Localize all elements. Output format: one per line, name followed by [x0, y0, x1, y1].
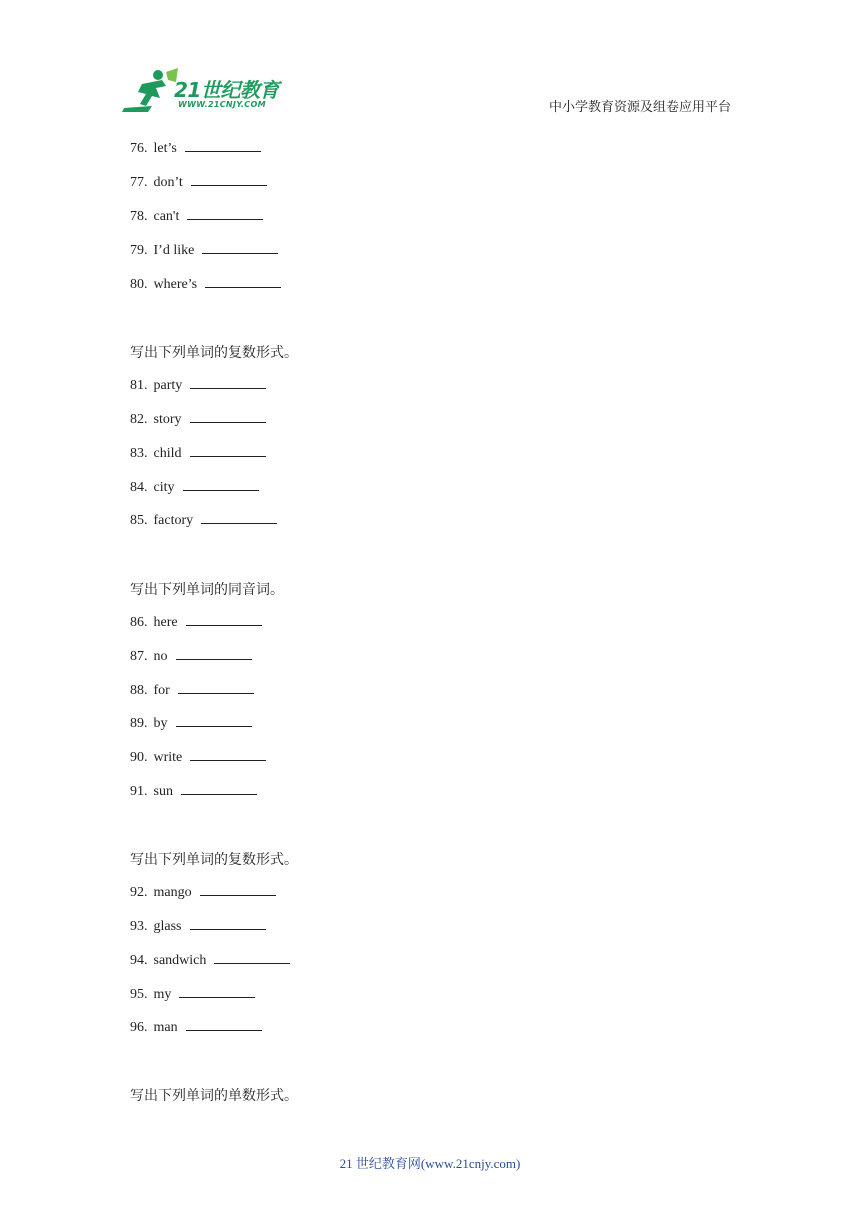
question-number: 76.	[130, 141, 148, 156]
question-item	[130, 139, 261, 157]
answer-blank[interactable]	[176, 647, 252, 660]
question-word: glass	[153, 919, 182, 934]
question-word: no	[153, 649, 168, 664]
answer-blank[interactable]	[178, 681, 254, 694]
question-item	[130, 275, 281, 293]
question-number: 96.	[130, 1020, 148, 1035]
answer-blank[interactable]	[181, 782, 257, 795]
question-item	[130, 985, 255, 1003]
question-item	[130, 951, 290, 969]
question-number: 77.	[130, 175, 148, 190]
question-number: 85.	[130, 513, 148, 528]
question-word: for	[153, 683, 170, 698]
answer-blank[interactable]	[183, 478, 259, 491]
question-number: 93.	[130, 919, 148, 934]
answer-blank[interactable]	[186, 613, 262, 626]
question-word: my	[153, 987, 172, 1002]
answer-blank[interactable]	[190, 748, 266, 761]
site-logo	[122, 66, 292, 116]
question-word: by	[153, 716, 168, 731]
question-item	[130, 511, 277, 529]
question-number: 94.	[130, 953, 148, 968]
question-item	[130, 444, 266, 462]
section-instruction: 写出下列单词的复数形式。	[130, 346, 298, 361]
section-instruction: 写出下列单词的单数形式。	[130, 1089, 298, 1104]
answer-blank[interactable]	[190, 376, 266, 389]
question-item	[130, 782, 257, 800]
question-item	[130, 748, 266, 766]
logo-url: WWW.21CNJY.COM	[178, 100, 266, 109]
question-item	[130, 714, 252, 732]
answer-blank[interactable]	[187, 207, 263, 220]
answer-blank[interactable]	[190, 917, 266, 930]
question-word: let’s	[153, 141, 177, 156]
question-word: child	[153, 446, 182, 461]
question-word: where’s	[153, 277, 198, 292]
question-word: city	[153, 480, 175, 495]
question-word: write	[153, 750, 183, 765]
question-number: 88.	[130, 683, 148, 698]
question-word: can't	[153, 209, 180, 224]
question-number: 84.	[130, 480, 148, 495]
question-number: 83.	[130, 446, 148, 461]
question-item	[130, 478, 259, 496]
question-word: I’d like	[153, 243, 195, 258]
answer-blank[interactable]	[190, 410, 266, 423]
question-number: 87.	[130, 649, 148, 664]
section-instruction: 写出下列单词的复数形式。	[130, 853, 298, 868]
answer-blank[interactable]	[191, 173, 267, 186]
answer-blank[interactable]	[190, 444, 266, 457]
question-word: mango	[153, 885, 192, 900]
question-number: 86.	[130, 615, 148, 630]
question-item	[130, 410, 266, 428]
header-platform-text: 中小学教育资源及组卷应用平台	[549, 99, 732, 114]
answer-blank[interactable]	[200, 883, 276, 896]
answer-blank[interactable]	[179, 985, 255, 998]
question-word: story	[153, 412, 182, 427]
answer-blank[interactable]	[176, 714, 252, 727]
question-number: 82.	[130, 412, 148, 427]
question-item	[130, 681, 254, 699]
question-item	[130, 647, 252, 665]
question-word: here	[153, 615, 178, 630]
question-item	[130, 173, 267, 191]
question-item	[130, 1018, 262, 1036]
question-number: 95.	[130, 987, 148, 1002]
page-footer[interactable]: 21 世纪教育网(www.21cnjy.com)	[339, 1156, 521, 1171]
question-number: 78.	[130, 209, 148, 224]
answer-blank[interactable]	[201, 511, 277, 524]
question-word: don’t	[153, 175, 183, 190]
answer-blank[interactable]	[185, 139, 261, 152]
question-word: party	[153, 378, 183, 393]
question-item	[130, 241, 278, 259]
logo-text: 21世纪教育	[174, 78, 279, 102]
question-number: 79.	[130, 243, 148, 258]
question-word: factory	[153, 513, 194, 528]
question-number: 89.	[130, 716, 148, 731]
question-number: 90.	[130, 750, 148, 765]
question-word: man	[153, 1020, 178, 1035]
answer-blank[interactable]	[205, 275, 281, 288]
question-number: 80.	[130, 277, 148, 292]
runner-logo-icon	[122, 66, 182, 116]
question-item	[130, 207, 263, 225]
section-instruction: 写出下列单词的同音词。	[130, 583, 284, 598]
answer-blank[interactable]	[202, 241, 278, 254]
answer-blank[interactable]	[186, 1018, 262, 1031]
question-number: 91.	[130, 784, 148, 799]
question-item	[130, 376, 266, 394]
question-item	[130, 883, 276, 901]
question-item	[130, 917, 266, 935]
question-number: 81.	[130, 378, 148, 393]
question-word: sandwich	[153, 953, 207, 968]
question-number: 92.	[130, 885, 148, 900]
question-word: sun	[153, 784, 173, 799]
question-item	[130, 613, 262, 631]
answer-blank[interactable]	[214, 951, 290, 964]
